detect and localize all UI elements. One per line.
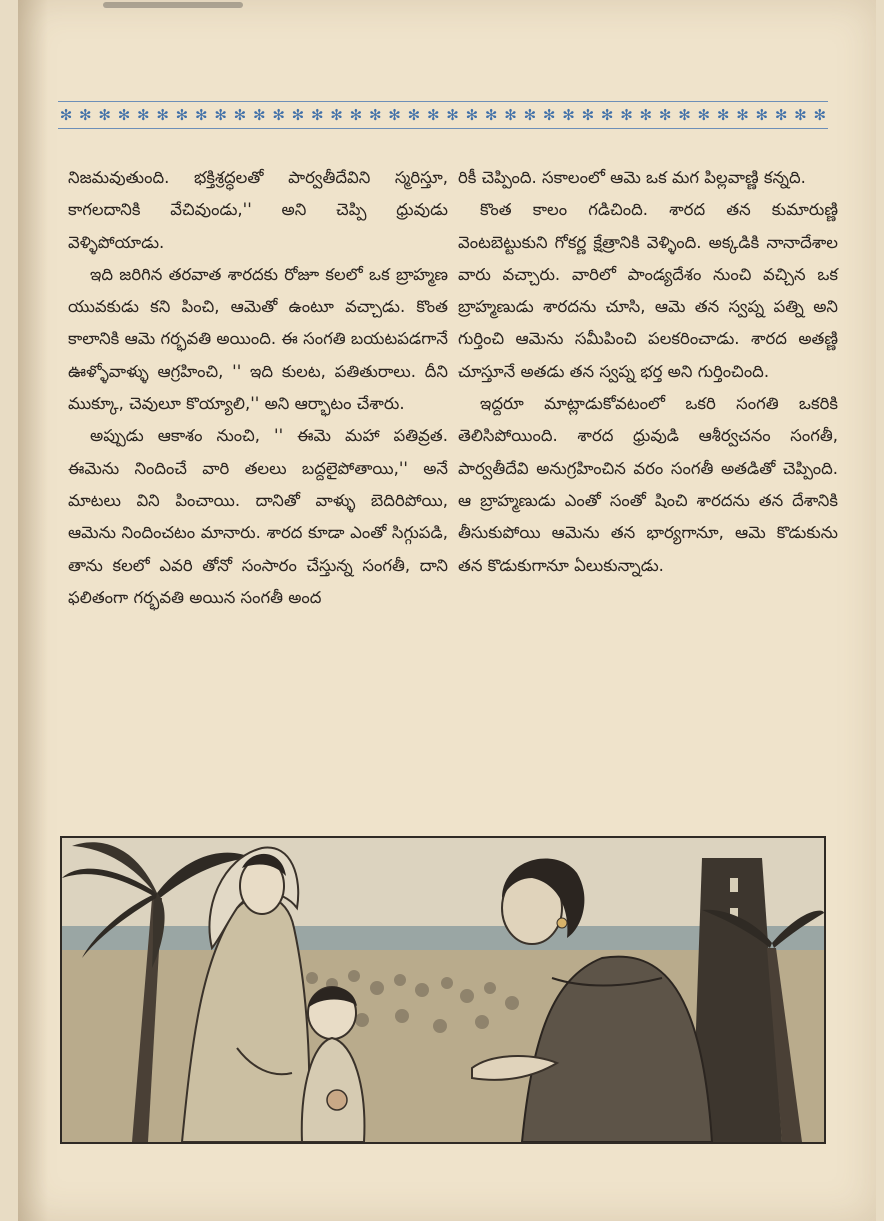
illustration-drawing xyxy=(62,838,824,1142)
star-ornament-icon: ✻ xyxy=(426,106,440,124)
star-ornament-icon: ✻ xyxy=(117,106,131,124)
right-text-column xyxy=(458,162,838,582)
ornament-rule-bottom xyxy=(58,128,828,129)
star-ornament-icon: ✻ xyxy=(465,106,479,124)
star-ornament-icon: ✻ xyxy=(639,106,653,124)
star-ornament-icon: ✻ xyxy=(214,106,227,124)
child-figure xyxy=(302,987,365,1142)
star-ornament-icon: ✻ xyxy=(794,106,807,124)
left-text-column xyxy=(68,162,448,614)
star-ornament-icon: ✻ xyxy=(755,106,769,124)
star-ornament-icon: ✻ xyxy=(330,106,343,124)
star-ornament-icon: ✻ xyxy=(446,106,459,124)
star-ornament-icon: ✻ xyxy=(137,106,150,124)
star-ornament-icon: ✻ xyxy=(774,106,788,124)
star-ornament-icon: ✻ xyxy=(523,106,537,124)
star-ornament-icon: ✻ xyxy=(368,106,382,124)
star-ornament-icon: ✻ xyxy=(620,106,633,124)
star-ornament-icon: ✻ xyxy=(504,106,517,124)
star-ornament-icon: ✻ xyxy=(678,106,691,124)
story-paragraph: కొంత కాలం గడిచింది. శారద తన కుమారుణ్ణి వెంటబెట్టుకుని గోకర్ణ క్షేత్రానికి వెళ్ళింది. అక్కడికి నానాదేశాల వారు వచ్చారు. వారిలో పాండ్యదేశం నుంచి వచ్చిన ఒక బ్రాహ్మణుడు శారదను చూసి, ఆమె తన స్వప్న పత్ని అని గుర్తించి ఆమెను సమీపించి పలకరించాడు. శారద అతణ్ణి చూస్తూనే అతడు తన స్వప్న భర్త అని గుర్తించింది. xyxy=(458,200,838,381)
star-ornament-icon: ✻ xyxy=(195,106,208,124)
star-ornament-icon: ✻ xyxy=(484,106,498,124)
print-smudge xyxy=(103,2,243,8)
star-ornament-icon: ✻ xyxy=(252,106,266,124)
story-paragraph: ఇద్దరూ మాట్లాడుకోవటంలో ఒకరి సంగతి ఒకరికి తెలిసిపోయింది. శారద ధ్రువుడి ఆశీర్వచనం సంగతీ, పార్వతీదేవి అనుగ్రహించిన వరం సంగతీ అతడితో చెప్పింది. ఆ బ్రాహ్మణుడు ఎంతో సంతో షించి శారదను తన దేశానికి తీసుకుపోయి ఆమెను తన భార్యగానూ, ఆమె కొడుకును తన కొడుకుగానూ ఏలుకున్నాడు. xyxy=(458,394,838,575)
star-ornament-icon: ✻ xyxy=(697,106,711,124)
star-ornament-icon: ✻ xyxy=(291,106,305,124)
star-ornament-icon: ✻ xyxy=(79,106,92,124)
star-ornament-border xyxy=(58,104,828,126)
story-paragraph: నిజమవుతుంది. భక్తిశ్రద్ధలతో పార్వతీదేవిని స్మరిస్తూ, కాగలదానికి వేచివుండు,'' అని చెప్పి ధ్రువుడు వెళ్ళిపోయాడు. xyxy=(68,168,448,252)
star-ornament-icon: ✻ xyxy=(658,106,672,124)
star-ornament-icon: ✻ xyxy=(813,106,827,124)
star-ornament-icon: ✻ xyxy=(233,106,247,124)
star-ornament-icon: ✻ xyxy=(272,106,285,124)
star-ornament-icon: ✻ xyxy=(59,106,73,124)
star-ornament-icon: ✻ xyxy=(388,106,401,124)
star-ornament-icon: ✻ xyxy=(349,106,363,124)
story-illustration xyxy=(60,836,826,1144)
star-ornament-icon: ✻ xyxy=(542,106,556,124)
star-ornament-icon: ✻ xyxy=(716,106,730,124)
story-paragraph: అప్పుడు ఆకాశం నుంచి, '' ఈమె మహా పతివ్రత. ఈమెను నిందించే వారి తలలు బద్దలైపోతాయి,'' అనే మాటలు విని పించాయి. దానితో వాళ్ళు బెదిరిపోయి, ఆమెను నిందించటం మానారు. శారద కూడా ఎంతో సిగ్గుపడి, తాను కలలో ఎవరి తోనో సంసారం చేస్తున్న సంగతీ, దాని ఫలితంగా గర్భవతి అయిన సంగతీ అంద xyxy=(68,426,448,607)
binding-shadow xyxy=(18,0,48,1221)
star-ornament-icon: ✻ xyxy=(407,106,421,124)
story-paragraph: ఇది జరిగిన తరవాత శారదకు రోజూ కలలో ఒక బ్రాహ్మణ యువకుడు కని పించి, ఆమెతో ఉంటూ వచ్చాడు. కొంత కాలానికి ఆమె గర్భవతి అయింది. ఈ సంగతి బయటపడగానే ఊళ్ళోవాళ్ళు ఆగ్రహించి, '' ఇది కులట, పతితురాలు. దీని ముక్కూ, చెవులూ కొయ్యాలి,'' అని ఆర్భాటం చేశారు. xyxy=(68,264,448,414)
star-ornament-icon: ✻ xyxy=(310,106,324,124)
star-ornament-icon: ✻ xyxy=(581,106,595,124)
star-ornament-icon: ✻ xyxy=(736,106,749,124)
ornament-rule-top xyxy=(58,101,828,102)
star-ornament-icon: ✻ xyxy=(98,106,111,124)
star-ornament-icon: ✻ xyxy=(156,106,169,124)
star-ornament-icon: ✻ xyxy=(600,106,614,124)
star-ornament-icon: ✻ xyxy=(562,106,575,124)
story-paragraph: రికీ చెప్పింది. సకాలంలో ఆమె ఒక మగ పిల్లవాణ్ణి కన్నది. xyxy=(458,168,806,187)
star-ornament-icon: ✻ xyxy=(175,106,189,124)
